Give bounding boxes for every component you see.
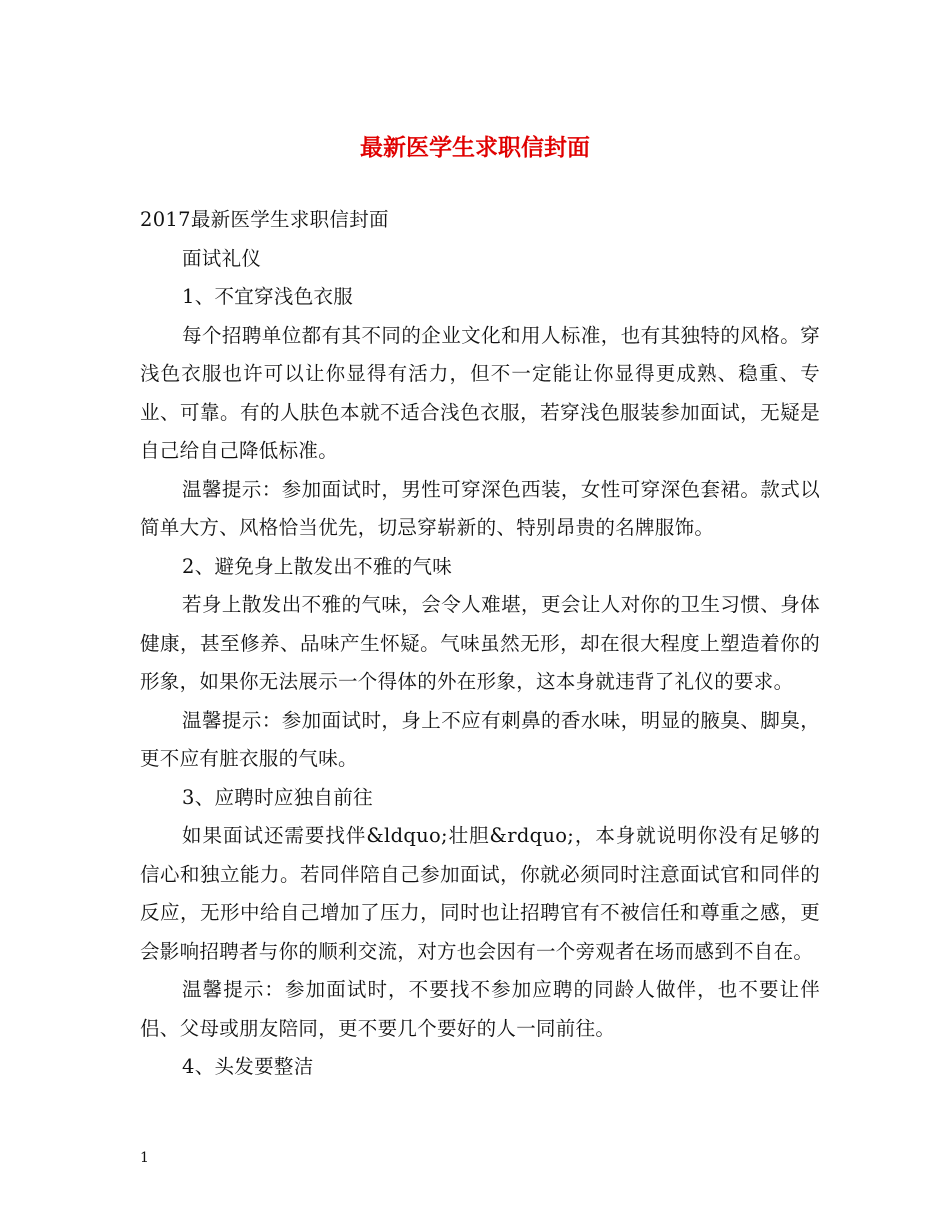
body-paragraph: 每个招聘单位都有其不同的企业文化和用人标准，也有其独特的风格。穿浅色衣服也许可以让你显得有活力，但不一定能让你显得更成熟、稳重、专业、可靠。有的人肤色本就不适合浅色衣服，若穿浅色服装参加面试，无疑是自己给自己降低标准。 [140, 323, 820, 462]
doc-heading-line: 2017最新医学生求职信封面 [140, 208, 389, 231]
subsection-heading: 1、不宜穿浅色衣服 [182, 285, 354, 308]
subsection-heading: 4、头发要整洁 [182, 1055, 314, 1078]
document-body [140, 201, 820, 1087]
section-heading: 面试礼仪 [182, 246, 262, 270]
subsection-heading: 3、应聘时应独自前往 [182, 785, 373, 809]
tip-paragraph: 温馨提示：参加面试时，男性可穿深色西装，女性可穿深色套裙。款式以简单大方、风格恰当优先，切忌穿崭新的、特别昂贵的名牌服饰。 [140, 477, 820, 539]
page-number: 1 [140, 1150, 149, 1166]
body-paragraph: 如果面试还需要找伴&ldquo;壮胆&rdquo;，本身就说明你没有足够的信心和独立能力。若同伴陪自己参加面试，你就必须同时注意面试官和同伴的反应，无形中给自己增加了压力，同时也让招聘官有不被信任和尊重之感，更会影响招聘者与你的顺利交流，对方也会因有一个旁观者在场而感到不自在。 [140, 824, 820, 963]
document-title: 最新医学生求职信封面 [360, 134, 590, 161]
tip-paragraph: 温馨提示：参加面试时，身上不应有刺鼻的香水味，明显的腋臭、脚臭，更不应有脏衣服的气味。 [140, 708, 820, 770]
body-paragraph: 若身上散发出不雅的气味，会令人难堪，更会让人对你的卫生习惯、身体健康，甚至修养、品味产生怀疑。气味虽然无形，却在很大程度上塑造着你的形象，如果你无法展示一个得体的外在形象，这本身就违背了礼仪的要求。 [140, 593, 820, 693]
tip-paragraph: 温馨提示：参加面试时，不要找不参加应聘的同龄人做伴，也不要让伴侣、父母或朋友陪同，更不要几个要好的人一同前往。 [140, 978, 820, 1040]
subsection-heading: 2、避免身上散发出不雅的气味 [182, 554, 453, 578]
